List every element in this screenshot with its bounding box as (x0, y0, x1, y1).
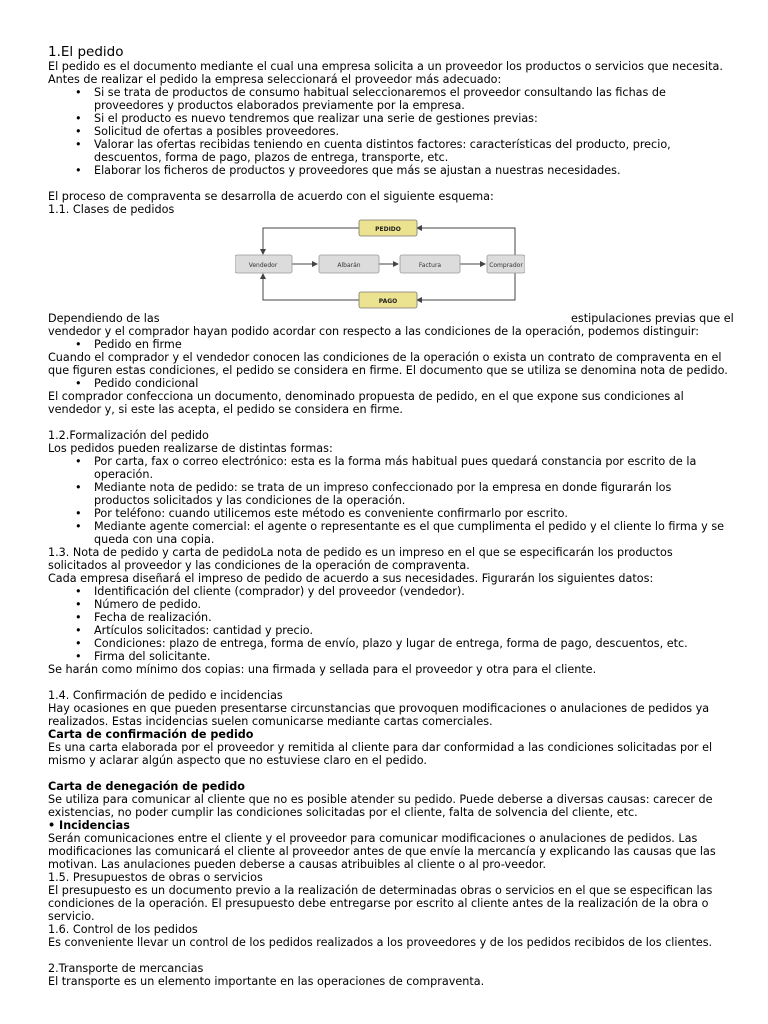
paragraph: vendedor y el comprador hayan podido acordar con respecto a las condiciones de la operación, podemos distinguir: (48, 325, 700, 338)
paragraph: Serán comunicaciones entre el cliente y el proveedor para comunicar modificaciones o anulaciones de pedidos. Las modificaciones las comunicará el cliente al proveedor antes de que envíe la mercancía y explicando las causas que las motivan. Las anulaciones pueden deberse a causas atribuibles al cliente o al pro-veedor. (48, 832, 716, 871)
vendedor-label: Vendedor (248, 262, 278, 269)
subsection-title: 1.6. Control de los pedidos (48, 923, 198, 936)
paragraph: Es una carta elaborada por el proveedor y remitida al cliente para dar conformidad a las condiciones solicitadas por el mismo y aclarar algún aspecto que no estuviese claro en el pedido. (48, 741, 713, 767)
paragraph: El pedido es el documento mediante el cual una empresa solicita a un proveedor los productos o servicios que necesita. (48, 60, 723, 73)
list-item: • Por carta, fax o correo electrónico: esta es la forma más habitual pues quedará constancia por escrito de la operación. (94, 455, 728, 481)
paragraph: Se utiliza para comunicar al cliente que no es posible atender su pedido. Puede deberse a diversas causas: carecer de existencias, no poder cumplir las condiciones solicitadas por el cliente, falta de solvencia del cliente, etc. (48, 793, 713, 819)
albaran-label: Albarán (337, 262, 361, 269)
list-item: • Si el producto es nuevo tendremos que realizar una serie de gestiones previas: (94, 112, 728, 125)
paragraph: El transporte es un elemento importante en las operaciones de compraventa. (48, 975, 485, 988)
paragraph: El proceso de compraventa se desarrolla de acuerdo con el siguiente esquema: (48, 190, 494, 203)
list-item: • Número de pedido. (94, 598, 728, 611)
dependiendo-right: estipulaciones previas que el (571, 312, 734, 325)
bullet-list (48, 86, 728, 177)
bullet-list (48, 455, 728, 546)
bullet-list (48, 338, 728, 351)
paragraph: Antes de realizar el pedido la empresa seleccionará el proveedor más adecuado: (48, 73, 502, 86)
section-title-pedido: 1.El pedido (48, 44, 124, 60)
heading-carta-denegacion: Carta de denegación de pedido (48, 780, 245, 793)
paragraph: Hay ocasiones en que pueden presentarse circunstancias que provoquen modificaciones o anulaciones de pedidos ya realizados. Estas incidencias suelen comunicarse mediante cartas comerciales. (48, 702, 710, 728)
paragraph: Cada empresa diseñará el impreso de pedido de acuerdo a sus necesidades. Figurarán los siguientes datos: (48, 572, 654, 585)
list-item: • Firma del solicitante. (94, 650, 728, 663)
comprador-label: Comprador (489, 262, 523, 269)
pedido-label: PEDIDO (375, 226, 401, 233)
list-item: • Mediante agente comercial: el agente o representante es el que cumplimenta el pedido y el cliente lo firma y se queda con una copia. (94, 520, 728, 546)
pago-label: PAGO (378, 298, 398, 305)
list-item: • Por teléfono: cuando utilicemos este método es conveniente confirmarlo por escrito. (94, 507, 728, 520)
list-item: • Fecha de realización. (94, 611, 728, 624)
list-item: • Si se trata de productos de consumo habitual seleccionaremos el proveedor consultando las fichas de proveedores y productos elaborados previamente por la empresa. (94, 86, 728, 112)
list-item: • Artículos solicitados: cantidad y precio. (94, 624, 728, 637)
paragraph: Se harán como mínimo dos copias: una firmada y sellada para el proveedor y otra para el cliente. (48, 663, 597, 676)
paragraph: 1.3. Nota de pedido y carta de pedidoLa nota de pedido es un impreso en el que se especificarán los productos solicitados al proveedor y las condiciones de la operación de compraventa. (48, 546, 673, 572)
paragraph: El comprador confecciona un documento, denominado propuesta de pedido, en el que expone sus condiciones al vendedor y, si este las acepta, el pedido se considera en firme. (48, 390, 684, 416)
subsection-title: 1.1. Clases de pedidos (48, 203, 175, 216)
paragraph: Es conveniente llevar un control de los pedidos realizados a los proveedores y de los pedidos recibidos de los clientes. (48, 936, 713, 949)
process-diagram-svg (235, 216, 525, 312)
process-diagram (48, 216, 728, 312)
heading-carta-confirmacion: Carta de confirmación de pedido (48, 728, 254, 741)
list-item: • Elaborar los ficheros de productos y proveedores que más se ajustan a nuestras necesidades. (94, 164, 728, 177)
factura-label: Factura (418, 262, 442, 269)
bullet-list (48, 585, 728, 663)
list-item: • Mediante nota de pedido: se trata de un impreso confeccionado por la empresa en donde figurarán los productos solicitados y las condiciones de la operación. (94, 481, 728, 507)
list-item: • Pedido condicional (94, 377, 728, 390)
subsection-title: 1.2.Formalización del pedido (48, 429, 209, 442)
list-item: • Condiciones: plazo de entrega, forma de envío, plazo y lugar de entrega, forma de pago, descuentos, etc. (94, 637, 728, 650)
subsection-title: 1.4. Confirmación de pedido e incidencias (48, 689, 283, 702)
heading-incidencias: • Incidencias (48, 819, 130, 832)
bullet-list (48, 377, 728, 390)
subsection-title: 1.5. Presupuestos de obras o servicios (48, 871, 263, 884)
dependiendo-line (48, 312, 734, 325)
list-item: • Solicitud de ofertas a posibles proveedores. (94, 125, 728, 138)
paragraph: Cuando el comprador y el vendedor conocen las condiciones de la operación o exista un contrato de compraventa en el que figuren estas condiciones, el pedido se considera en firme. El documento que se utiliza se denomina nota de pedido. (48, 351, 728, 377)
list-item: • Identificación del cliente (comprador) y del proveedor (vendedor). (94, 585, 728, 598)
paragraph: Los pedidos pueden realizarse de distintas formas: (48, 442, 333, 455)
list-item: • Pedido en firme (94, 338, 728, 351)
paragraph: El presupuesto es un documento previo a la realización de determinadas obras o servicios en el que se especifican las condiciones de la operación. El presupuesto debe entregarse por escrito al cliente antes de la realización de la obra o servicio. (48, 884, 713, 923)
section-title-transporte: 2.Transporte de mercancias (48, 962, 204, 975)
document-page (48, 44, 734, 988)
list-item: • Valorar las ofertas recibidas teniendo en cuenta distintos factores: características del producto, precio, descuentos, forma de pago, plazos de entrega, transporte, etc. (94, 138, 728, 164)
dependiendo-left: Dependiendo de las (48, 312, 160, 325)
